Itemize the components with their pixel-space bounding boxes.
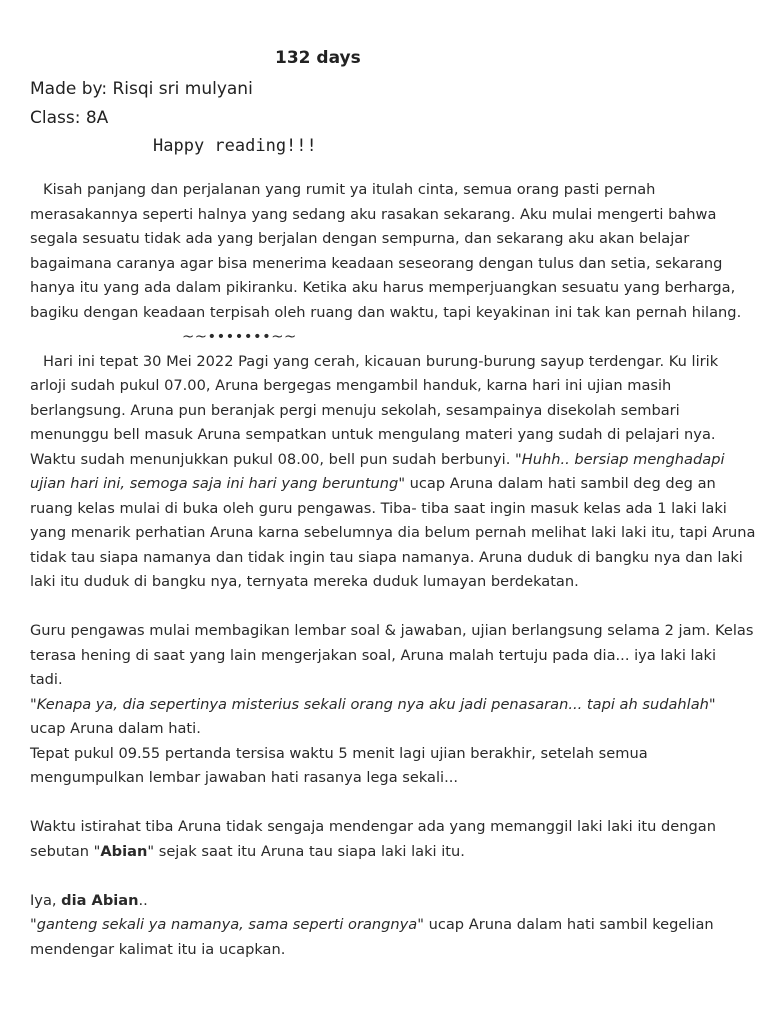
bold-name: Abian <box>100 842 148 860</box>
text-run: .. <box>138 891 148 909</box>
italic-quote: ujian hari ini, semoga saja ini hari yang beruntung <box>30 475 399 492</box>
bold-name: dia Abian <box>61 891 139 909</box>
section-separator: ~~•••••••~~ <box>182 328 297 345</box>
text-run: Iya, <box>30 891 62 909</box>
story-title: 132 days <box>275 48 361 68</box>
text-line: Waktu istirahat tiba Aruna tidak sengaja mendengar ada yang memanggil laki laki itu dengan <box>30 818 716 835</box>
author-line: Made by: Risqi sri mulyani <box>30 79 253 99</box>
text-line: Hari ini tepat 30 Mei 2022 Pagi yang cerah, kicauan burung-burung sayup terdengar. Ku lirik <box>43 352 719 370</box>
text-line: Kisah panjang dan perjalanan yang rumit ya itulah cinta, semua orang pasti pernah <box>43 181 656 198</box>
text-line: segala sesuatu tidak ada yang berjalan dengan sempurna, dan sekarang aku akan belajar <box>30 230 690 247</box>
text-line: tadi. <box>30 671 63 688</box>
greeting: Happy reading!!! <box>153 136 317 156</box>
text-line: terasa hening di saat yang lain mengerjakan soal, Aruna malah tertuju pada dia... iya laki laki <box>30 646 717 664</box>
text-run: " ucap Aruna dalam hati sambil kegelian <box>417 916 714 933</box>
text-line: yang menarik perhatian Aruna karna sebelumnya dia belum pernah melihat laki laki itu, tapi Aruna <box>30 524 756 541</box>
text-line: Tepat pukul 09.55 pertanda tersisa waktu 5 menit lagi ujian berakhir, setelah semua <box>30 744 648 762</box>
text-line: ucap Aruna dalam hati. <box>30 720 201 737</box>
text-line: laki itu duduk di bangku nya, ternyata mereka duduk lumayan berdekatan. <box>30 573 579 590</box>
text-line: ruang kelas mulai di buka oleh guru pengawas. Tiba- tiba saat ingin masuk kelas ada 1 laki laki <box>30 499 727 517</box>
text-line: mengumpulkan lembar jawaban hati rasanya lega sekali... <box>30 769 459 786</box>
text-run: " <box>708 695 716 713</box>
text-line: menunggu bell masuk Aruna sempatkan untuk mengulang materi yang sudah di pelajari nya. <box>30 426 716 443</box>
text-line <box>30 840 742 865</box>
italic-quote: Kenapa ya, dia sepertinya misterius sekali orang nya aku jadi penasaran... tapi ah sudahlah <box>36 695 709 713</box>
paragraph-gap <box>30 864 742 889</box>
text-line: bagaimana caranya agar bisa menerima keadaan seseorang dengan tulus dan setia, sekarang <box>30 254 723 272</box>
text-line <box>30 472 742 497</box>
text-line: berlangsung. Aruna pun beranjak pergi menuju sekolah, sesampainya disekolah sembari <box>30 401 680 419</box>
class-line: Class: 8A <box>30 108 109 128</box>
text-line <box>30 448 742 473</box>
text-run: " <box>30 916 37 933</box>
italic-quote: Huhh.. bersiap menghadapi <box>521 450 725 468</box>
text-run: " <box>30 695 37 713</box>
text-run: sebutan " <box>30 842 101 860</box>
intro-paragraph <box>30 178 756 962</box>
italic-quote: ganteng sekali ya namanya, sama seperti orangnya <box>36 916 418 933</box>
text-line: bagiku dengan keadaan terpisah oleh ruang dan waktu, tapi keyakinan ini tak kan pernah hilang. <box>30 303 742 321</box>
text-run: Waktu sudah menunjukkan pukul 08.00, bell pun sudah berbunyi. " <box>30 450 522 468</box>
text-run: " sejak saat itu Aruna tau siapa laki laki itu. <box>147 842 465 860</box>
text-line <box>30 693 742 718</box>
text-run: " ucap Aruna dalam hati sambil deg deg an <box>398 475 716 492</box>
paragraph-gap <box>30 595 742 620</box>
text-line: mendengar kalimat itu ia ucapkan. <box>30 940 286 958</box>
text-line: tidak tau siapa namanya dan tidak ingin tau siapa namanya. Aruna duduk di bangku nya dan laki <box>30 548 743 566</box>
text-line: merasakannya seperti halnya yang sedang aku rasakan sekarang. Aku mulai mengerti bahwa <box>30 205 717 223</box>
text-line: arloji sudah pukul 07.00, Aruna bergegas mengambil handuk, karna hari ini ujian masih <box>30 377 672 394</box>
text-line: hanya itu yang ada dalam pikiranku. Ketika aku harus memperjuangkan sesuatu yang berharga, <box>30 279 736 296</box>
text-line <box>30 889 742 914</box>
paragraph-gap <box>30 791 742 816</box>
text-line <box>30 913 742 938</box>
text-line: Guru pengawas mulai membagikan lembar soal & jawaban, ujian berlangsung selama 2 jam. Kelas <box>30 622 754 639</box>
